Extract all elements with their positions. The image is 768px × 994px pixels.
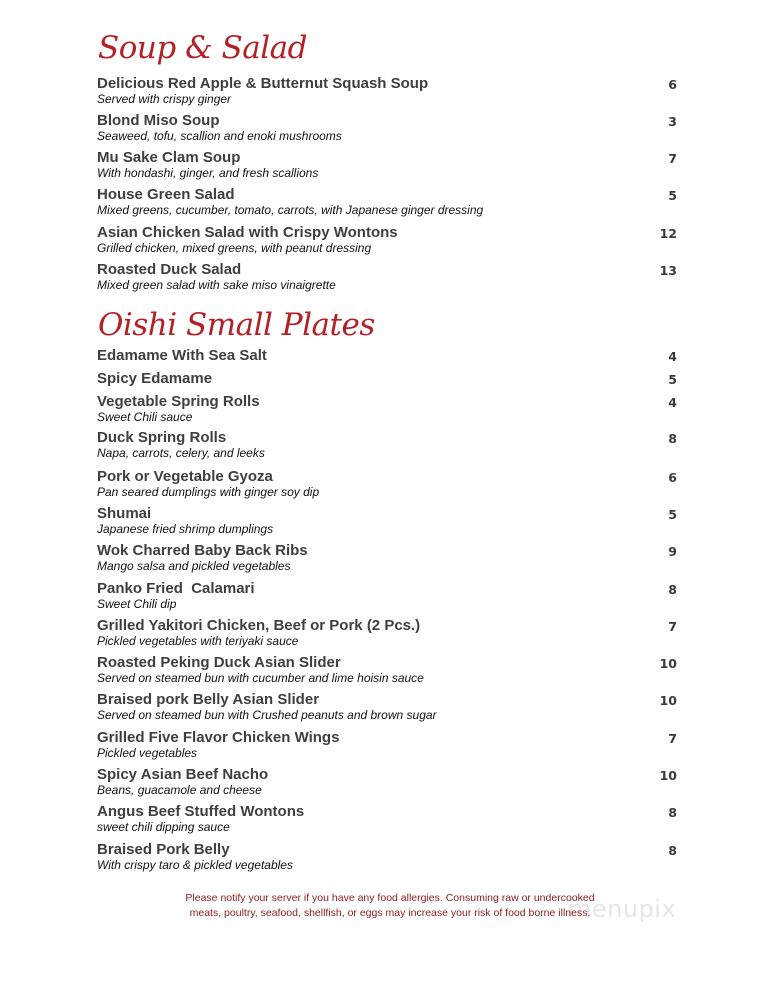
section-title-small-plates: Oishi Small Plates bbox=[98, 307, 375, 343]
item-description: Mixed green salad with sake miso vinaigrette bbox=[97, 278, 336, 292]
item-name: Blond Miso Soup bbox=[97, 112, 220, 129]
item-description: Mixed greens, cucumber, tomato, carrots, with Japanese ginger dressing bbox=[97, 203, 484, 217]
item-description: Japanese fried shrimp dumplings bbox=[97, 522, 274, 536]
menu-item bbox=[97, 542, 677, 574]
item-description: Pan seared dumplings with ginger soy dip bbox=[97, 485, 320, 499]
item-name: Roasted Duck Salad bbox=[97, 261, 242, 278]
menu-item bbox=[97, 224, 677, 256]
menu-item bbox=[97, 468, 677, 500]
item-name: Wok Charred Baby Back Ribs bbox=[97, 542, 308, 559]
item-name: Grilled Yakitori Chicken, Beef or Pork (2 Pcs.) bbox=[97, 617, 421, 634]
item-description: With hondashi, ginger, and fresh scallions bbox=[97, 166, 319, 180]
menu-item bbox=[97, 112, 677, 144]
item-description: Mango salsa and pickled vegetables bbox=[97, 559, 291, 573]
item-description: sweet chili dipping sauce bbox=[97, 820, 230, 834]
section-title-soup-salad: Soup & Salad bbox=[98, 30, 307, 66]
item-name: Spicy Edamame bbox=[97, 370, 213, 387]
menu-item bbox=[97, 841, 677, 873]
item-name: Shumai bbox=[97, 505, 152, 522]
item-price: 5 bbox=[668, 372, 677, 387]
item-price: 12 bbox=[659, 226, 677, 241]
item-description: Served on steamed bun with cucumber and lime hoisin sauce bbox=[97, 671, 424, 685]
menu-item bbox=[97, 429, 677, 461]
allergy-notice bbox=[150, 891, 630, 921]
menu-item bbox=[97, 803, 677, 835]
item-name: House Green Salad bbox=[97, 186, 235, 203]
menu-item bbox=[97, 691, 677, 723]
item-price: 9 bbox=[668, 544, 677, 559]
item-name: Angus Beef Stuffed Wontons bbox=[97, 803, 305, 820]
menu-item bbox=[97, 75, 677, 107]
item-name: Asian Chicken Salad with Crispy Wontons bbox=[97, 224, 398, 241]
item-name: Delicious Red Apple & Butternut Squash Soup bbox=[97, 75, 429, 92]
item-description: Napa, carrots, celery, and leeks bbox=[97, 446, 265, 460]
item-name: Panko Fried Calamari bbox=[97, 580, 255, 597]
allergy-notice-line: meats, poultry, seafood, shellfish, or eggs may increase your risk of food borne illness. bbox=[189, 907, 591, 919]
item-name: Braised Pork Belly bbox=[97, 841, 230, 858]
allergy-notice-line: Please notify your server if you have any food allergies. Consuming raw or undercooked bbox=[185, 892, 595, 904]
menu-item bbox=[97, 370, 677, 387]
item-price: 7 bbox=[668, 619, 677, 634]
item-description: Sweet Chili dip bbox=[97, 597, 177, 611]
item-name: Mu Sake Clam Soup bbox=[97, 149, 241, 166]
item-description: Beans, guacamole and cheese bbox=[97, 783, 262, 797]
item-description: Seaweed, tofu, scallion and enoki mushrooms bbox=[97, 129, 342, 143]
item-description: Served with crispy ginger bbox=[97, 92, 232, 106]
item-price: 8 bbox=[668, 805, 677, 820]
item-price: 8 bbox=[668, 843, 677, 858]
item-price: 10 bbox=[659, 656, 677, 671]
item-price: 8 bbox=[668, 582, 677, 597]
item-description: Pickled vegetables with teriyaki sauce bbox=[97, 634, 299, 648]
item-price: 3 bbox=[668, 114, 677, 129]
menu-item bbox=[97, 580, 677, 612]
item-price: 7 bbox=[668, 731, 677, 746]
item-price: 7 bbox=[668, 151, 677, 166]
item-price: 5 bbox=[668, 188, 677, 203]
menu-item bbox=[97, 766, 677, 798]
item-name: Vegetable Spring Rolls bbox=[97, 393, 260, 410]
item-name: Pork or Vegetable Gyoza bbox=[97, 468, 273, 485]
item-name: Edamame With Sea Salt bbox=[97, 347, 267, 364]
item-description: Grilled chicken, mixed greens, with peanut dressing bbox=[97, 241, 372, 255]
item-description: Served on steamed bun with Crushed peanuts and brown sugar bbox=[97, 708, 437, 722]
item-price: 10 bbox=[659, 768, 677, 783]
menu-item bbox=[97, 347, 677, 364]
item-name: Grilled Five Flavor Chicken Wings bbox=[97, 729, 340, 746]
item-name: Duck Spring Rolls bbox=[97, 429, 227, 446]
menu-item bbox=[97, 617, 677, 649]
menu-item bbox=[97, 729, 677, 761]
menu-item bbox=[97, 505, 677, 537]
item-name: Spicy Asian Beef Nacho bbox=[97, 766, 269, 783]
item-name: Roasted Peking Duck Asian Slider bbox=[97, 654, 341, 671]
menu-item bbox=[97, 393, 677, 425]
item-price: 4 bbox=[668, 349, 677, 364]
item-description: With crispy taro & pickled vegetables bbox=[97, 858, 293, 872]
item-price: 13 bbox=[659, 263, 677, 278]
item-price: 6 bbox=[668, 470, 677, 485]
item-name: Braised pork Belly Asian Slider bbox=[97, 691, 320, 708]
item-price: 10 bbox=[659, 693, 677, 708]
menu-item bbox=[97, 261, 677, 293]
item-price: 6 bbox=[668, 77, 677, 92]
item-price: 5 bbox=[668, 507, 677, 522]
item-price: 4 bbox=[668, 395, 677, 410]
item-description: Sweet Chili sauce bbox=[97, 410, 193, 424]
item-description: Pickled vegetables bbox=[97, 746, 198, 760]
menu-item bbox=[97, 654, 677, 686]
menu-item bbox=[97, 149, 677, 181]
item-price: 8 bbox=[668, 431, 677, 446]
menu-item bbox=[97, 186, 677, 218]
menupix-watermark: menupix bbox=[568, 895, 677, 923]
